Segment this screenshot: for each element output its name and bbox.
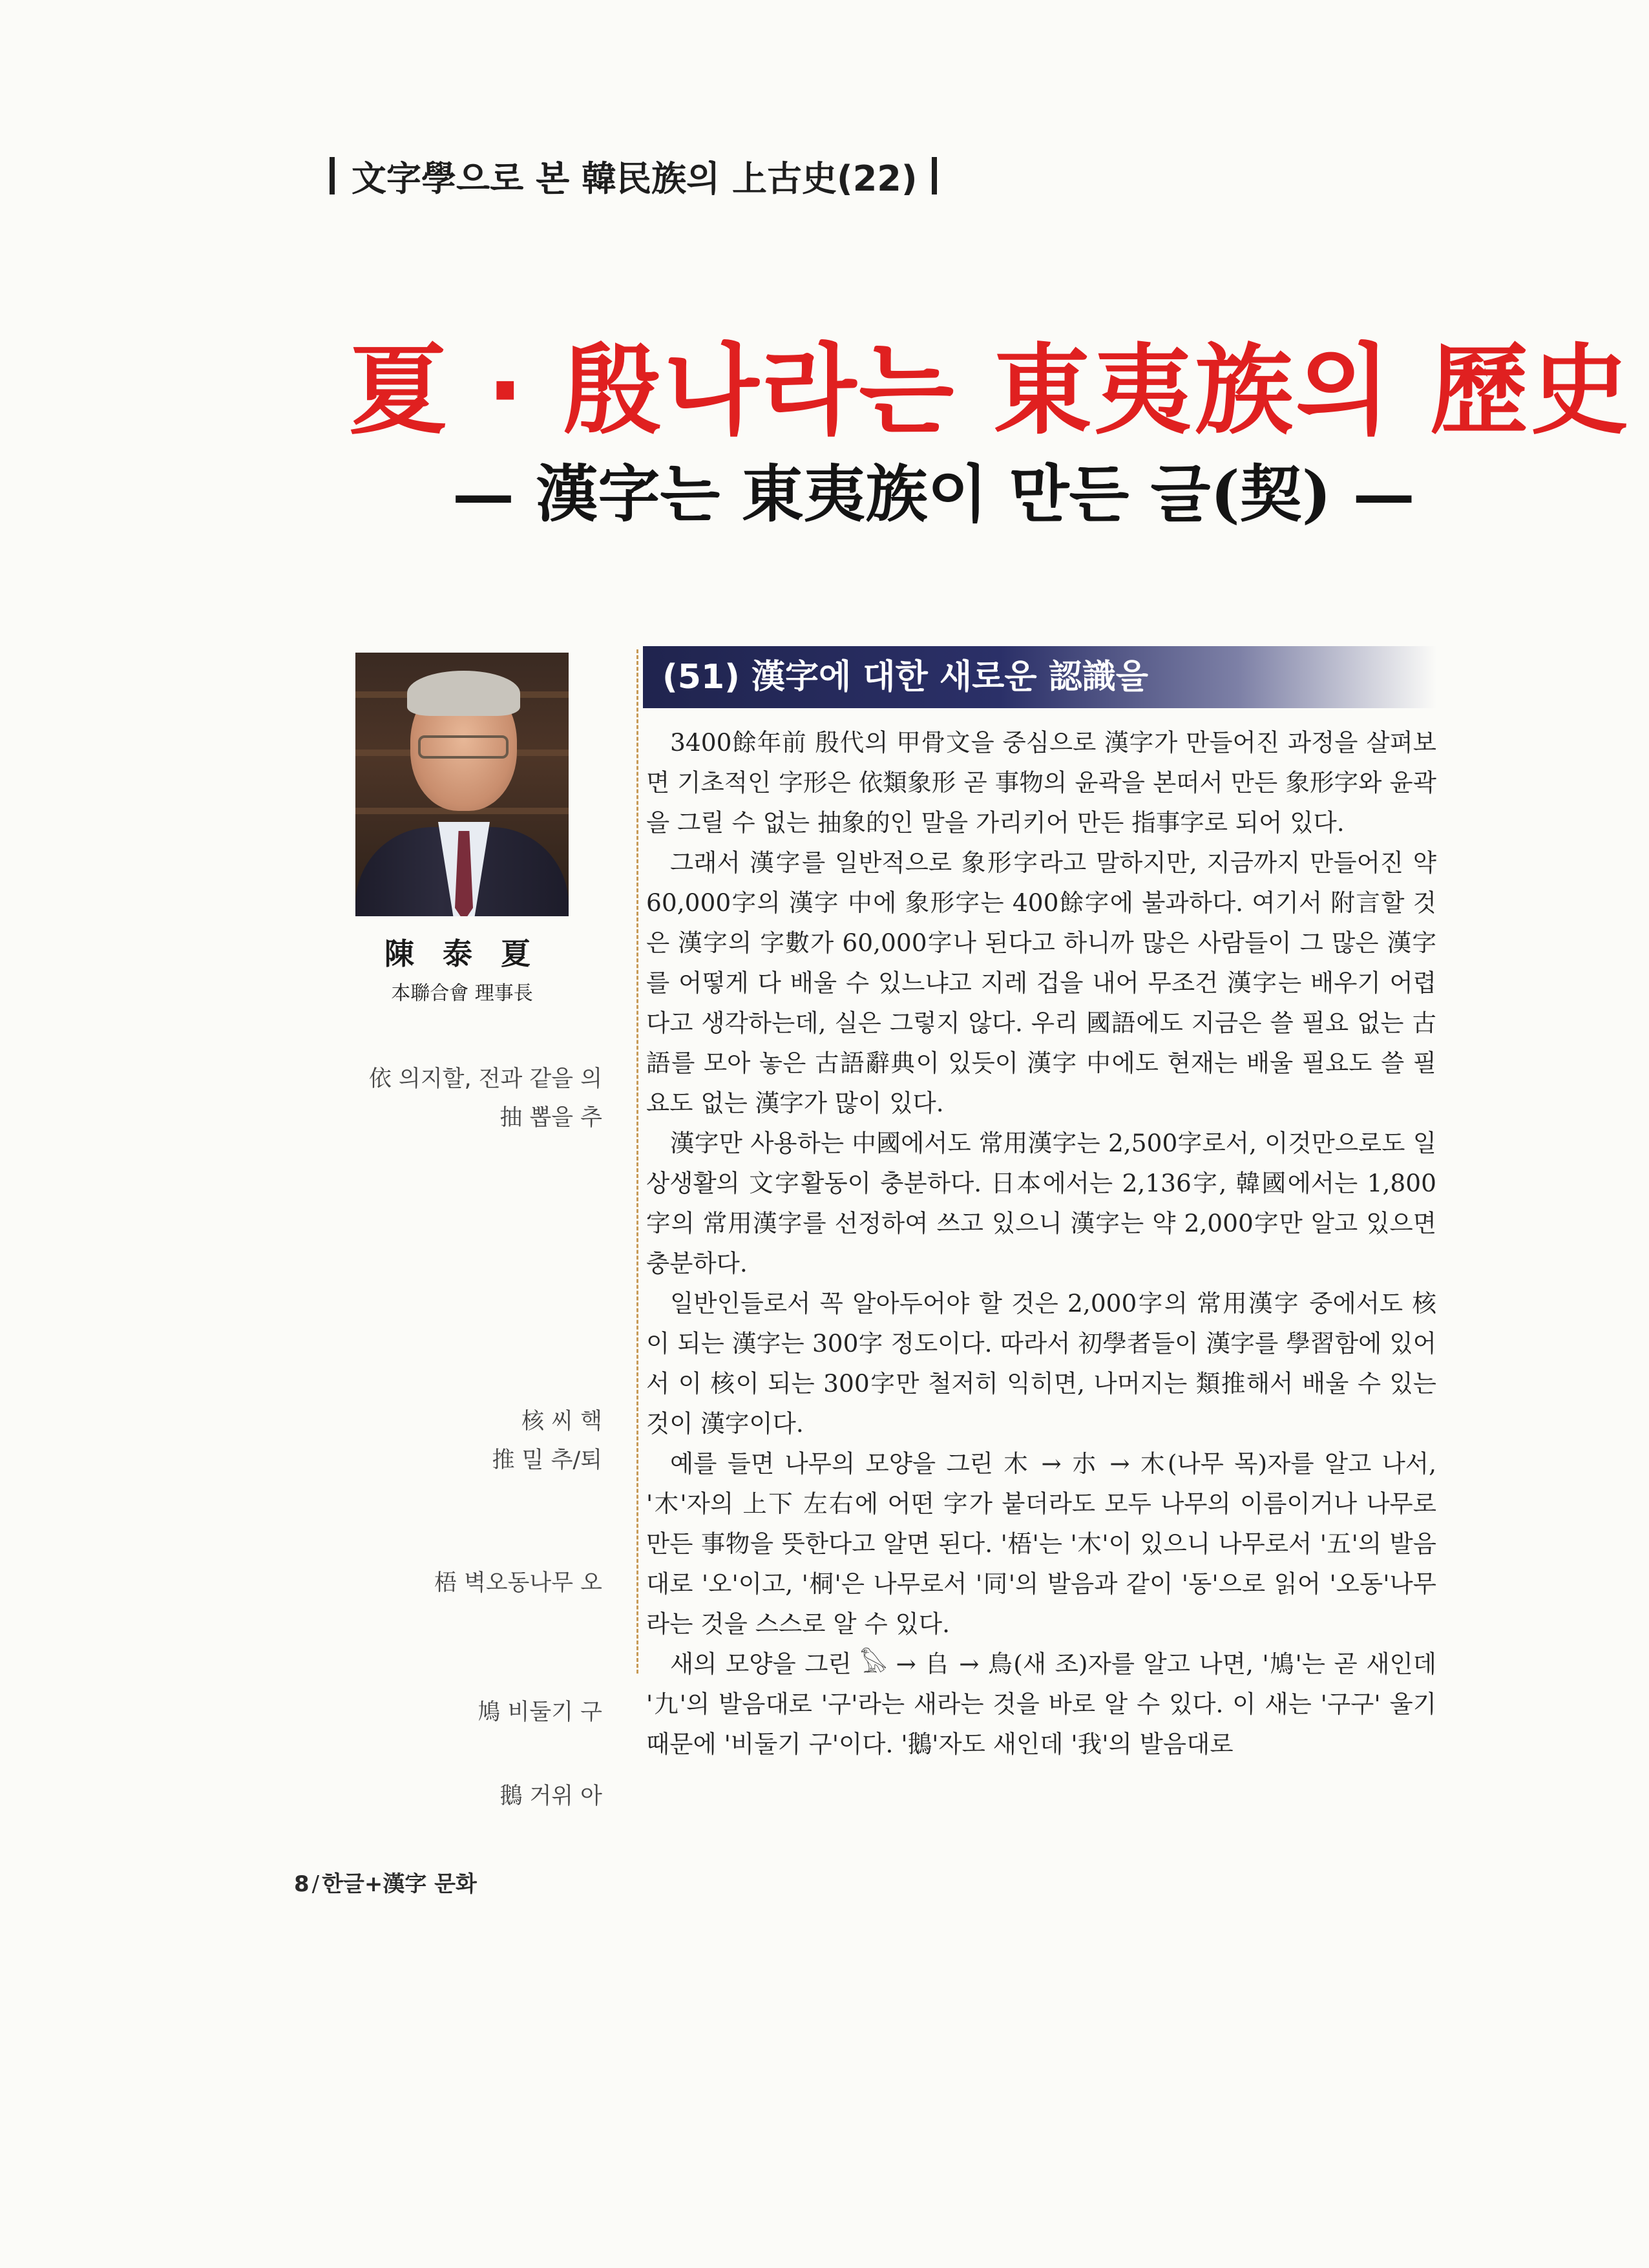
paragraph: 예를 들면 나무의 모양을 그린 ⽊ → 朩 → 木(나무 목)자를 알고 나서, '木'자의 上下 左右에 어떤 字가 붙더라도 모두 나무의 이름이거나 나무로 만든 事物을 뜻한다고 알면 된다. '梧'는 '木'이 있으니 나무로서 '五'의 발음대로 '오'이고, '桐'은 나무로서 '同'의 발음과 같이 '동'으로 읽어 '오동'나무라는 것을 스스로 알 수 있다. [646,1449,1436,1638]
gloss-note: 依 의지할, 전과 같을 의 [368,1066,602,1092]
gloss-note: 鳩 비둘기 구 [478,1699,602,1725]
series-bar-left [330,157,335,194]
gloss-note: 梧 벽오동나무 오 [434,1570,602,1596]
paragraph: 새의 모양을 그린 𓅃 → 𠂤 → 鳥(새 조)자를 알고 나면, '鳩'는 곧 새인데 '九'의 발음대로 '구'라는 새라는 것을 바로 알 수 있다. 이 새는 '구구' 울기 때문에 '비둘기 구'이다. '鵝'자도 새인데 '我'의 발음대로 [646,1650,1436,1758]
author-photo [355,653,569,916]
author-name: 陳 泰 夏 [384,936,540,971]
portrait-glasses [418,735,509,759]
gloss-note: 鵝 거위 아 [499,1783,602,1809]
gloss-note: 核 씨 핵 [521,1409,602,1434]
main-title: 夏 · 殷나라는 東夷族의 歷史 [349,333,1632,448]
gloss-note: 抽 뽑을 추 [499,1105,602,1131]
portrait-hair [407,671,520,716]
subtitle: — 漢字는 東夷族이 만든 글(契) — [452,457,1415,530]
magazine-name: 한글+漢字 문화 [322,1871,477,1897]
paragraph: 3400餘年前 殷代의 甲骨文을 중심으로 漢字가 만들어진 과정을 살펴보면 기초적인 字形은 依類象形 곧 事物의 윤곽을 본떠서 만든 象形字와 윤곽을 그릴 수 없는 抽象的인 말을 가리키어 만든 指事字로 되어 있다. [646,728,1436,837]
footer-separator: / [311,1871,320,1897]
page-footer [294,1866,552,1898]
series-title-text: 文字學으로 본 韓民族의 上古史(22) [352,158,918,199]
column-divider [636,649,638,1674]
paragraph: 그래서 漢字를 일반적으로 象形字라고 말하지만, 지금까지 만들어진 약 60,000字의 漢字 中에 象形字는 400餘字에 불과하다. 여기서 附言할 것은 漢字의 字數가 60,000字나 된다고 하니까 많은 사람들이 그 많은 漢字를 어떻게 다 배울 수 있느냐고 지레 겁을 내어 무조건 漢字는 배우기 어렵다고 생각하는데, 실은 그렇지 않다. 우리 國語에도 지금은 쓸 필요 없는 古語를 모아 놓은 古語辭典이 있듯이 漢字 中에도 현재는 배울 필요도 쓸 필요도 없는 漢字가 많이 있다. [646,848,1436,1117]
gloss-note: 推 밀 추/퇴 [492,1447,602,1473]
series-bar-right [932,157,937,194]
paragraph: 일반인들로서 꼭 알아두어야 할 것은 2,000字의 常用漢字 중에서도 核이 되는 漢字는 300字 정도이다. 따라서 初學者들이 漢字를 學習함에 있어서 이 核이 되는 300字만 철저히 익히면, 나머지는 類推해서 배울 수 있는 것이 漢字이다. [646,1289,1436,1438]
article-body [646,722,1436,1764]
series-title [330,150,1040,202]
page-number: 8 [294,1871,310,1897]
author-role: 本聯合會 理事長 [391,982,533,1005]
paragraph: 漢字만 사용하는 中國에서도 常用漢字는 2,500字로서, 이것만으로도 일상생활의 文字활동이 충분하다. 日本에서는 2,136字, 韓國에서는 1,800字의 常用漢字를 선정하여 쓰고 있으니 漢字는 약 2,000字만 알고 있으면 충분하다. [646,1129,1436,1277]
section-heading: (51) 漢字에 대한 새로운 認識을 [643,646,1436,708]
